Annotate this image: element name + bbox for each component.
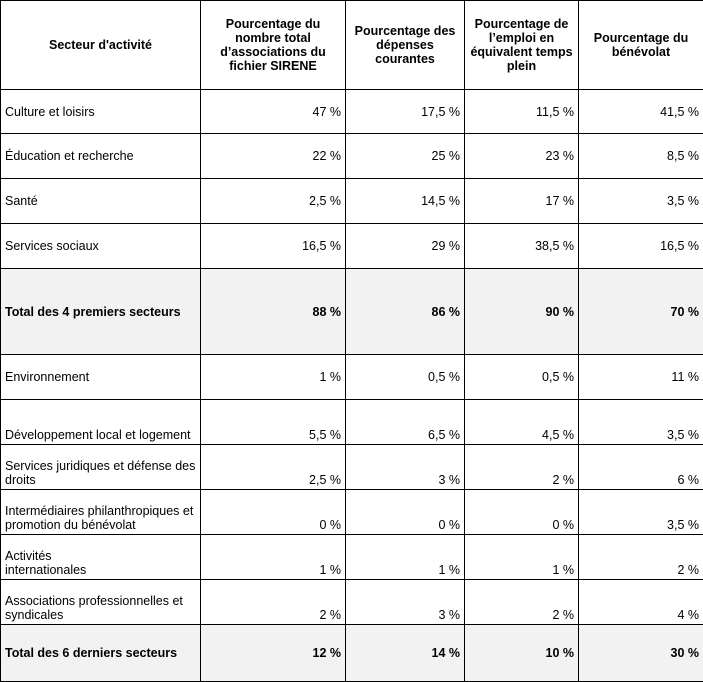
row-sector: Développement local et logement [1, 400, 201, 445]
total-associations: 12 % [201, 625, 346, 682]
row-sector: Services sociaux [1, 224, 201, 269]
row-associations: 1 % [201, 535, 346, 580]
total-employment: 90 % [465, 269, 579, 355]
row-employment: 11,5 % [465, 90, 579, 134]
total-sector: Total des 4 premiers secteurs [1, 269, 201, 355]
row-associations: 1 % [201, 355, 346, 400]
row-expenses: 29 % [346, 224, 465, 269]
row-expenses: 17,5 % [346, 90, 465, 134]
row-volunteering: 4 % [579, 580, 703, 625]
row-volunteering: 8,5 % [579, 134, 703, 179]
row-employment: 0,5 % [465, 355, 579, 400]
total-volunteering: 70 % [579, 269, 703, 355]
header-associations: Pourcentage du nombre total d’associations du fichier SIRENE [201, 1, 346, 90]
table-row [1, 490, 703, 535]
row-volunteering: 16,5 % [579, 224, 703, 269]
table-row [1, 355, 703, 400]
row-employment: 2 % [465, 445, 579, 490]
row-associations: 0 % [201, 490, 346, 535]
table-row [1, 400, 703, 445]
row-sector: Environnement [1, 355, 201, 400]
table-row [1, 179, 703, 224]
row-volunteering: 3,5 % [579, 490, 703, 535]
row-sector: Culture et loisirs [1, 90, 201, 134]
row-employment: 23 % [465, 134, 579, 179]
total-sector: Total des 6 derniers secteurs [1, 625, 201, 682]
row-volunteering: 2 % [579, 535, 703, 580]
row-sector: Intermédiaires philanthropiques et promotion du bénévolat [1, 490, 201, 535]
row-sector: Activités internationales [1, 535, 201, 580]
total-row-first-four [1, 269, 703, 355]
table-row [1, 224, 703, 269]
row-associations: 47 % [201, 90, 346, 134]
row-employment: 2 % [465, 580, 579, 625]
total-expenses: 14 % [346, 625, 465, 682]
row-expenses: 0,5 % [346, 355, 465, 400]
row-associations: 2,5 % [201, 179, 346, 224]
row-expenses: 14,5 % [346, 179, 465, 224]
row-employment: 1 % [465, 535, 579, 580]
header-sector: Secteur d'activité [1, 1, 201, 90]
row-volunteering: 3,5 % [579, 400, 703, 445]
table-row [1, 445, 703, 490]
table-header-row [1, 1, 703, 90]
row-employment: 38,5 % [465, 224, 579, 269]
row-volunteering: 3,5 % [579, 179, 703, 224]
row-associations: 5,5 % [201, 400, 346, 445]
row-expenses: 6,5 % [346, 400, 465, 445]
total-employment: 10 % [465, 625, 579, 682]
table-row [1, 580, 703, 625]
row-sector: Associations professionnelles et syndicales [1, 580, 201, 625]
row-sector: Santé [1, 179, 201, 224]
header-expenses: Pourcentage des dépenses courantes [346, 1, 465, 90]
row-expenses: 3 % [346, 445, 465, 490]
row-volunteering: 41,5 % [579, 90, 703, 134]
total-row-last-six [1, 625, 703, 682]
row-associations: 2,5 % [201, 445, 346, 490]
row-expenses: 0 % [346, 490, 465, 535]
row-sector: Services juridiques et défense des droits [1, 445, 201, 490]
row-expenses: 1 % [346, 535, 465, 580]
row-employment: 4,5 % [465, 400, 579, 445]
row-expenses: 25 % [346, 134, 465, 179]
row-employment: 0 % [465, 490, 579, 535]
row-expenses: 3 % [346, 580, 465, 625]
header-employment: Pourcentage de l’emploi en équivalent temps plein [465, 1, 579, 90]
total-associations: 88 % [201, 269, 346, 355]
row-associations: 16,5 % [201, 224, 346, 269]
row-sector: Éducation et recherche [1, 134, 201, 179]
row-employment: 17 % [465, 179, 579, 224]
table-row [1, 134, 703, 179]
row-associations: 2 % [201, 580, 346, 625]
total-volunteering: 30 % [579, 625, 703, 682]
header-volunteering: Pourcentage du bénévolat [579, 1, 703, 90]
total-expenses: 86 % [346, 269, 465, 355]
row-volunteering: 11 % [579, 355, 703, 400]
row-volunteering: 6 % [579, 445, 703, 490]
row-associations: 22 % [201, 134, 346, 179]
table-row [1, 90, 703, 134]
table-row [1, 535, 703, 580]
